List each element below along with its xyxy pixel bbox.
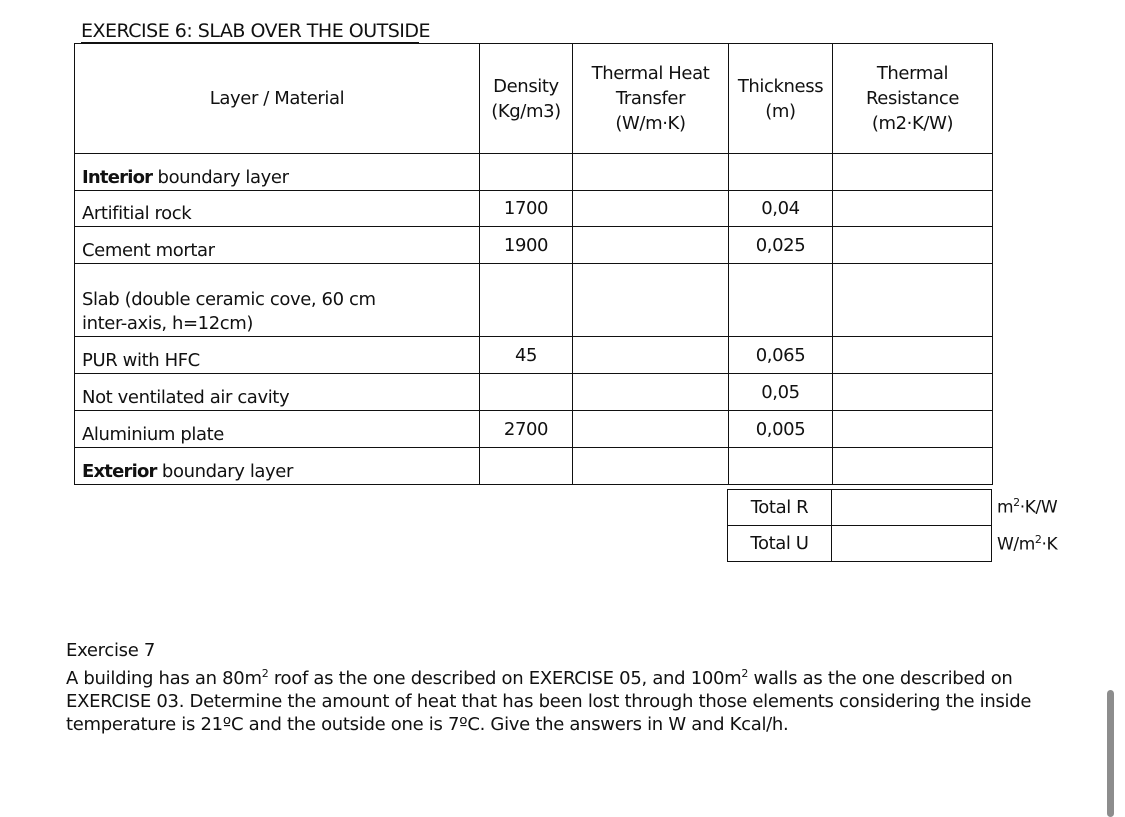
- total-r-value: [832, 490, 992, 526]
- header-resistance: Thermal Resistance (m2·K/W): [833, 44, 993, 154]
- density-cell: 1700: [480, 191, 573, 227]
- material-cell: Not ventilated air cavity: [75, 374, 480, 411]
- thickness-cell: 0,065: [729, 337, 833, 374]
- header-density: Density (Kg/m3): [480, 44, 573, 154]
- table-row: [75, 191, 993, 227]
- resistance-cell: [833, 411, 993, 448]
- density-cell: 45: [480, 337, 573, 374]
- density-cell: [480, 374, 573, 411]
- table-row: [75, 337, 993, 374]
- conductivity-cell: [573, 154, 729, 191]
- resistance-cell: [833, 191, 993, 227]
- conductivity-cell: [573, 264, 729, 337]
- layer-table: [74, 43, 993, 485]
- material-bold: Interior: [82, 167, 153, 188]
- resistance-cell: [833, 227, 993, 264]
- total-u-value: [832, 526, 992, 562]
- total-r-row: [728, 490, 992, 526]
- table-row: [75, 374, 993, 411]
- table-row: [75, 448, 993, 485]
- material-cell: Cement mortar: [75, 227, 480, 264]
- thickness-cell: 0,05: [729, 374, 833, 411]
- conductivity-cell: [573, 411, 729, 448]
- material-cell: Exterior boundary layer: [75, 448, 480, 485]
- total-u-label: Total U: [728, 526, 832, 562]
- thickness-cell: [729, 154, 833, 191]
- total-u-unit: $W/m^2\cdot K$: [997, 533, 1058, 555]
- thickness-cell: 0,005: [729, 411, 833, 448]
- exercise-6-title: EXERCISE 6: SLAB OVER THE OUTSIDE: [81, 20, 431, 42]
- exercise-7-text: A building has an $80m^2$ roof as the one described on EXERCISE 05, and $100m^2$ walls as the one described on EXERCISE 03. Determine the amount of heat that has been lost through those elements considering the inside temperature is 21ºC and the outside one is 7ºC. Give the answers in W and Kcal/h.: [66, 667, 1032, 735]
- total-r-label: Total R: [728, 490, 832, 526]
- density-cell: [480, 154, 573, 191]
- conductivity-cell: [573, 191, 729, 227]
- header-conductivity: Thermal Heat Transfer (W/m·K): [573, 44, 729, 154]
- material-cell: Slab (double ceramic cove, 60 cm inter-axis, h=12cm): [75, 264, 480, 337]
- material-cell: Interior boundary layer: [75, 154, 480, 191]
- thickness-cell: 0,025: [729, 227, 833, 264]
- table-row: [75, 227, 993, 264]
- conductivity-cell: [573, 374, 729, 411]
- material-cell: Aluminium plate: [75, 411, 480, 448]
- resistance-cell: [833, 448, 993, 485]
- material-bold: Exterior: [82, 461, 157, 482]
- total-r-unit: $m^2\cdot K/W$: [997, 496, 1058, 518]
- totals-table: [727, 489, 992, 562]
- thickness-cell: [729, 264, 833, 337]
- resistance-cell: [833, 264, 993, 337]
- conductivity-cell: [573, 337, 729, 374]
- conductivity-cell: [573, 227, 729, 264]
- material-cell: Artifitial rock: [75, 191, 480, 227]
- material-cell: PUR with HFC: [75, 337, 480, 374]
- resistance-cell: [833, 374, 993, 411]
- vertical-scrollbar[interactable]: [1107, 690, 1114, 817]
- resistance-cell: [833, 337, 993, 374]
- density-cell: [480, 264, 573, 337]
- exercise-7: [66, 639, 1086, 736]
- density-cell: 1900: [480, 227, 573, 264]
- table-row: [75, 264, 993, 337]
- density-cell: [480, 448, 573, 485]
- thickness-cell: [729, 448, 833, 485]
- table-row: [75, 411, 993, 448]
- header-thickness: Thickness (m): [729, 44, 833, 154]
- density-cell: 2700: [480, 411, 573, 448]
- header-material: Layer / Material: [75, 44, 480, 154]
- resistance-cell: [833, 154, 993, 191]
- thickness-cell: 0,04: [729, 191, 833, 227]
- exercise-7-heading: Exercise 7: [66, 640, 156, 661]
- table-row: [75, 154, 993, 191]
- conductivity-cell: [573, 448, 729, 485]
- header-row: [75, 44, 993, 154]
- total-u-row: [728, 526, 992, 562]
